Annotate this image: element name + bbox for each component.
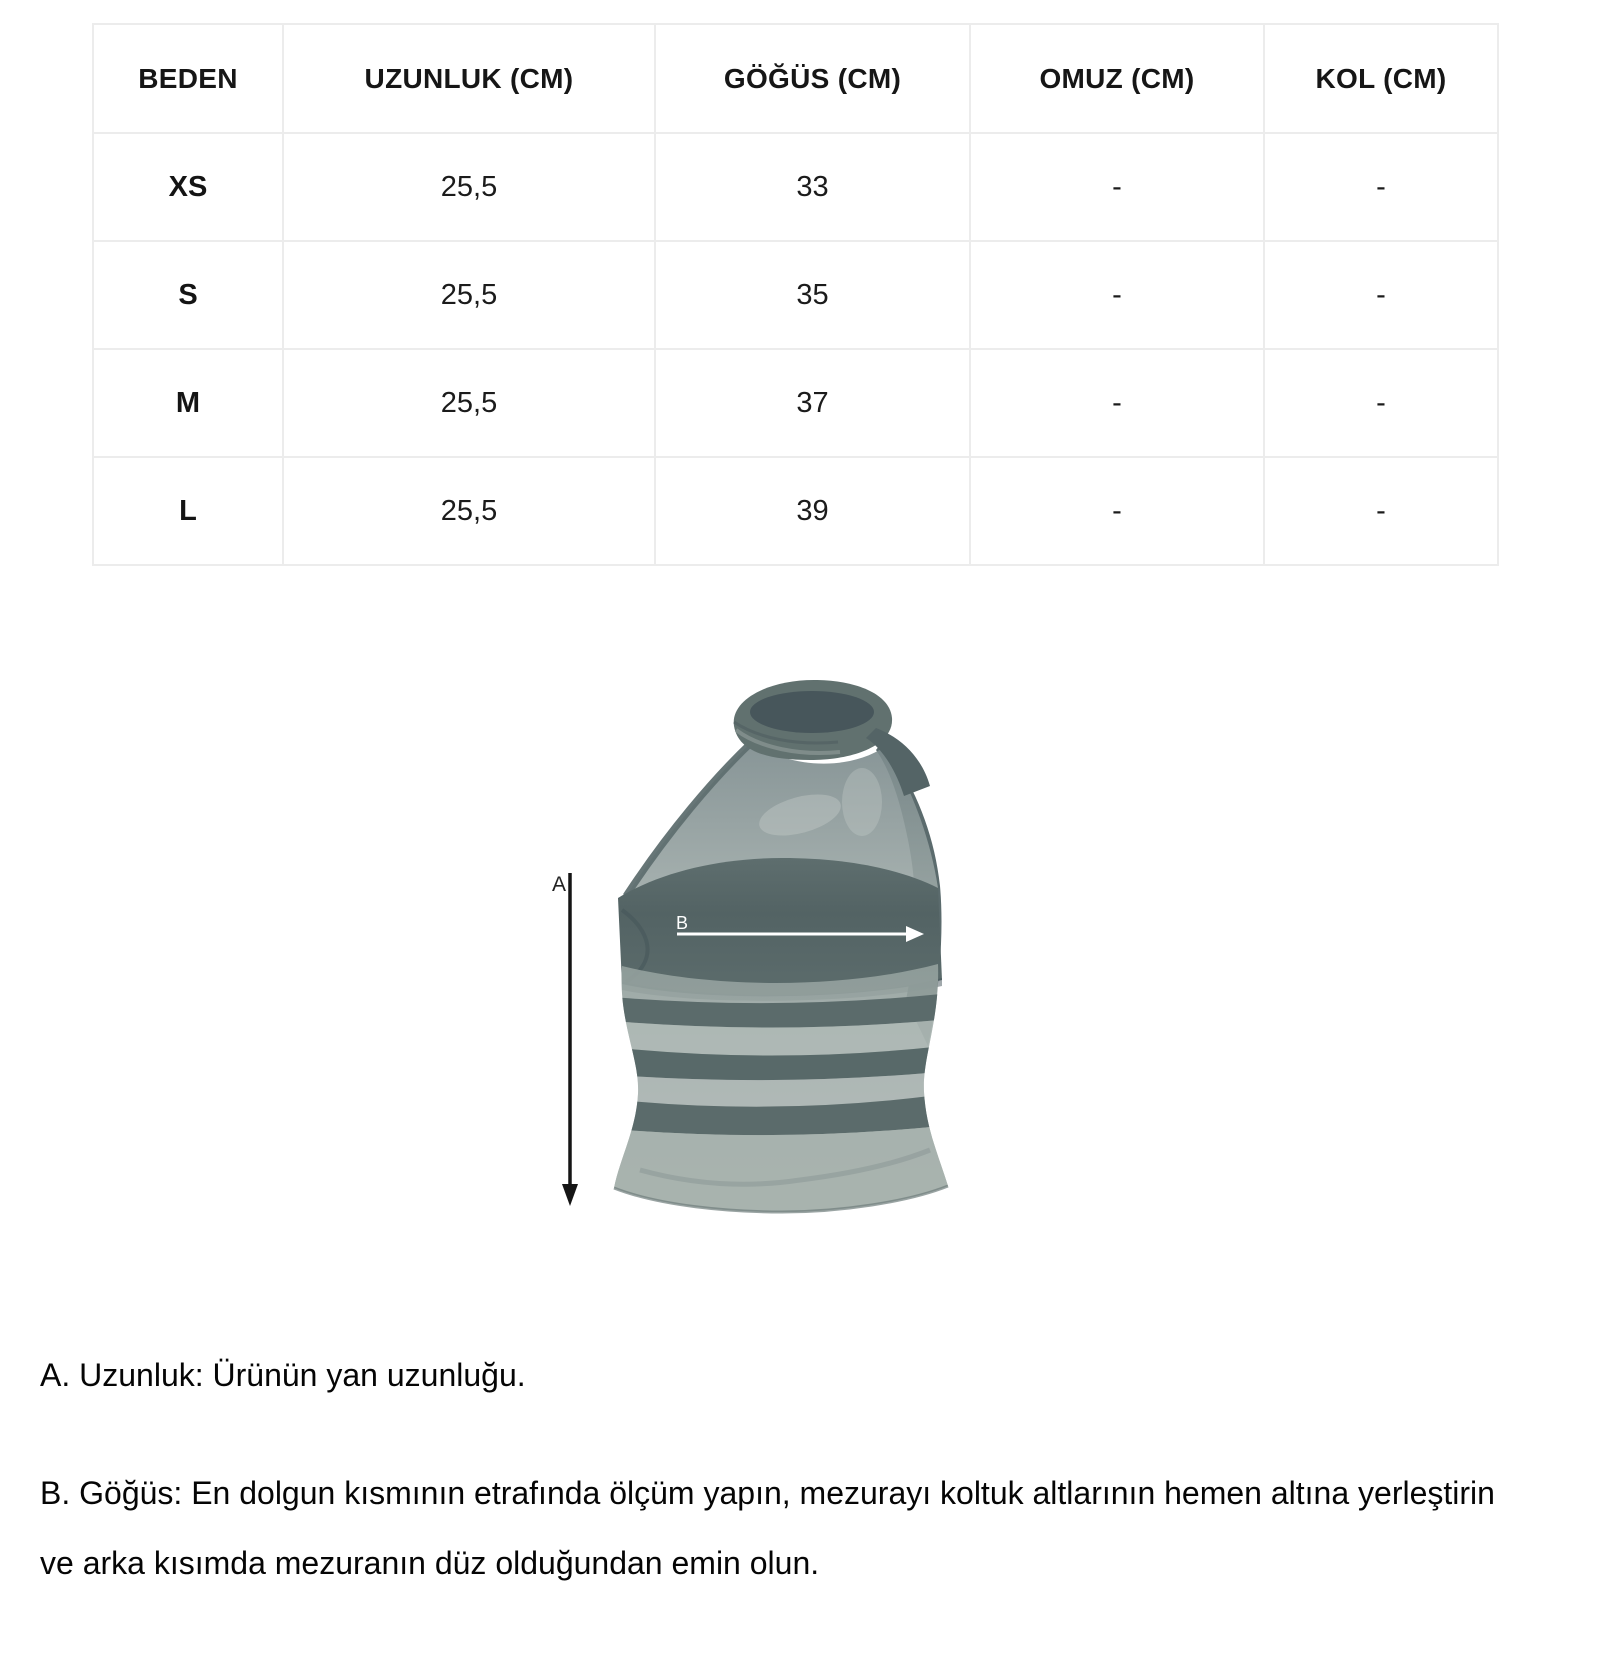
sleeve-cell: - [1264,241,1498,349]
shoulder-cell: - [970,457,1264,565]
chest-cell: 37 [655,349,970,457]
table-row-l [93,457,1498,565]
size-chart-table [92,23,1499,566]
garment-illustration [500,630,960,1230]
column-header-kol: KOL (CM) [1264,24,1498,133]
size-cell: M [93,349,283,457]
note-length: A. Uzunluk: Ürünün yan uzunluğu. [40,1357,526,1393]
sleeve-cell: - [1264,349,1498,457]
column-header-uzunluk: UZUNLUK (CM) [283,24,655,133]
table-row-m [93,349,1498,457]
column-header-gogus: GÖĞÜS (CM) [655,24,970,133]
sleeve-cell: - [1264,133,1498,241]
garment-measurement-diagram [500,630,960,1230]
column-header-omuz: OMUZ (CM) [970,24,1264,133]
chest-cell: 35 [655,241,970,349]
length-cell: 25,5 [283,241,655,349]
size-cell: S [93,241,283,349]
shoulder-cell: - [970,349,1264,457]
length-cell: 25,5 [283,349,655,457]
length-cell: 25,5 [283,133,655,241]
shoulder-cell: - [970,241,1264,349]
shoulder-cell: - [970,133,1264,241]
length-label: A [551,873,566,896]
column-header-beden: BEDEN [93,24,283,133]
chest-cell: 39 [655,457,970,565]
table-header-row [93,24,1498,133]
table-row-xs [93,133,1498,241]
garment-torso [600,958,960,1230]
table-row-s [93,241,1498,349]
length-cell: 25,5 [283,457,655,565]
size-cell: L [93,457,283,565]
chest-label: B [676,913,689,933]
sleeve-cell: - [1264,457,1498,565]
note-chest: B. Göğüs: En dolgun kısmının etrafında ölçüm yapın, mezurayı koltuk altlarının hemen altına yerleştirin ve arka kısımda mezuranın düz olduğundan emin olun. [40,1475,1495,1581]
chest-cell: 33 [655,133,970,241]
length-arrow-icon [552,873,578,1206]
size-cell: XS [93,133,283,241]
drape-highlight [842,768,882,836]
